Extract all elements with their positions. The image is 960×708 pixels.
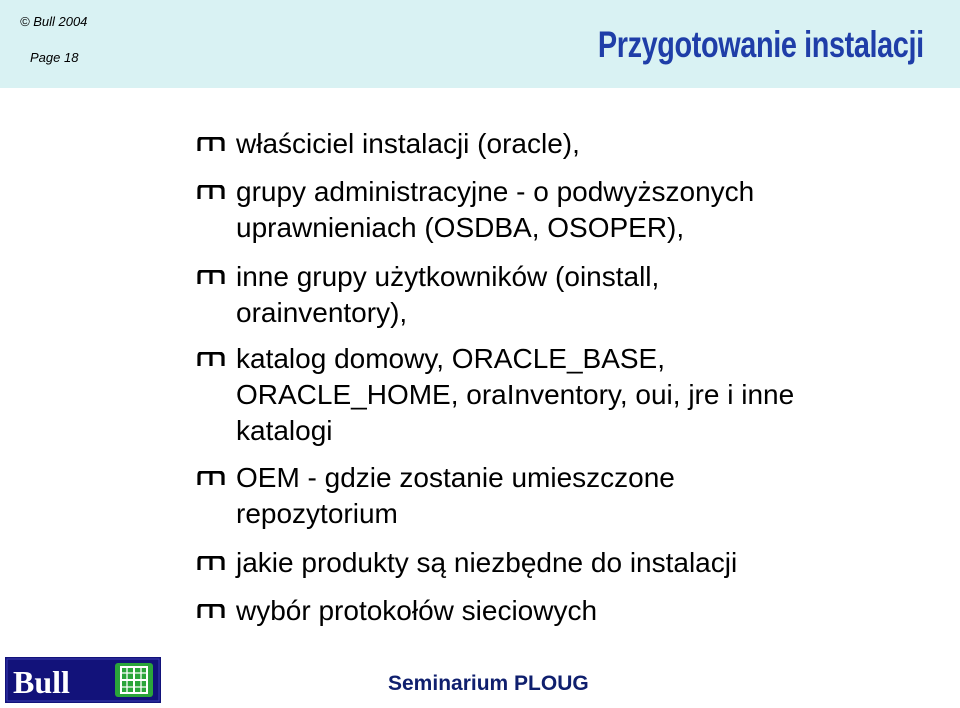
bullet-m-icon [196, 270, 226, 284]
globe-icon [115, 663, 153, 697]
bullet-m-icon [196, 352, 226, 366]
bullet-m-icon [196, 604, 226, 618]
bullet-text: inne grupy użytkowników (oinstall, orainventory), [236, 261, 660, 328]
bullet-m-icon [196, 471, 226, 485]
bullet-text: katalog domowy, ORACLE_BASE, ORACLE_HOME, oraInventory, oui, jre i inne katalogi [236, 343, 795, 446]
event-name: Seminarium PLOUG [388, 672, 589, 695]
page-number: Page 18 [30, 50, 79, 65]
bullet-text: wybór protokołów sieciowych [236, 595, 598, 626]
logo-text: Bull [13, 664, 70, 700]
copyright-notice: © Bull 2004 [20, 14, 88, 29]
bullet-m-icon [196, 185, 226, 199]
bullet-text: grupy administracyjne - o podwyższonych uprawnieniach (OSDBA, OSOPER), [236, 176, 755, 243]
bullet-text: jakie produkty są niezbędne do instalacji [236, 547, 738, 578]
bullet-m-icon [196, 137, 226, 151]
slide-title: Przygotowanie instalacji [598, 24, 924, 65]
bullet-text: OEM - gdzie zostanie umieszczone repozytorium [236, 462, 675, 529]
bullet-text: właściciel instalacji (oracle), [236, 128, 580, 159]
bull-logo [5, 657, 161, 703]
bullet-m-icon [196, 556, 226, 570]
